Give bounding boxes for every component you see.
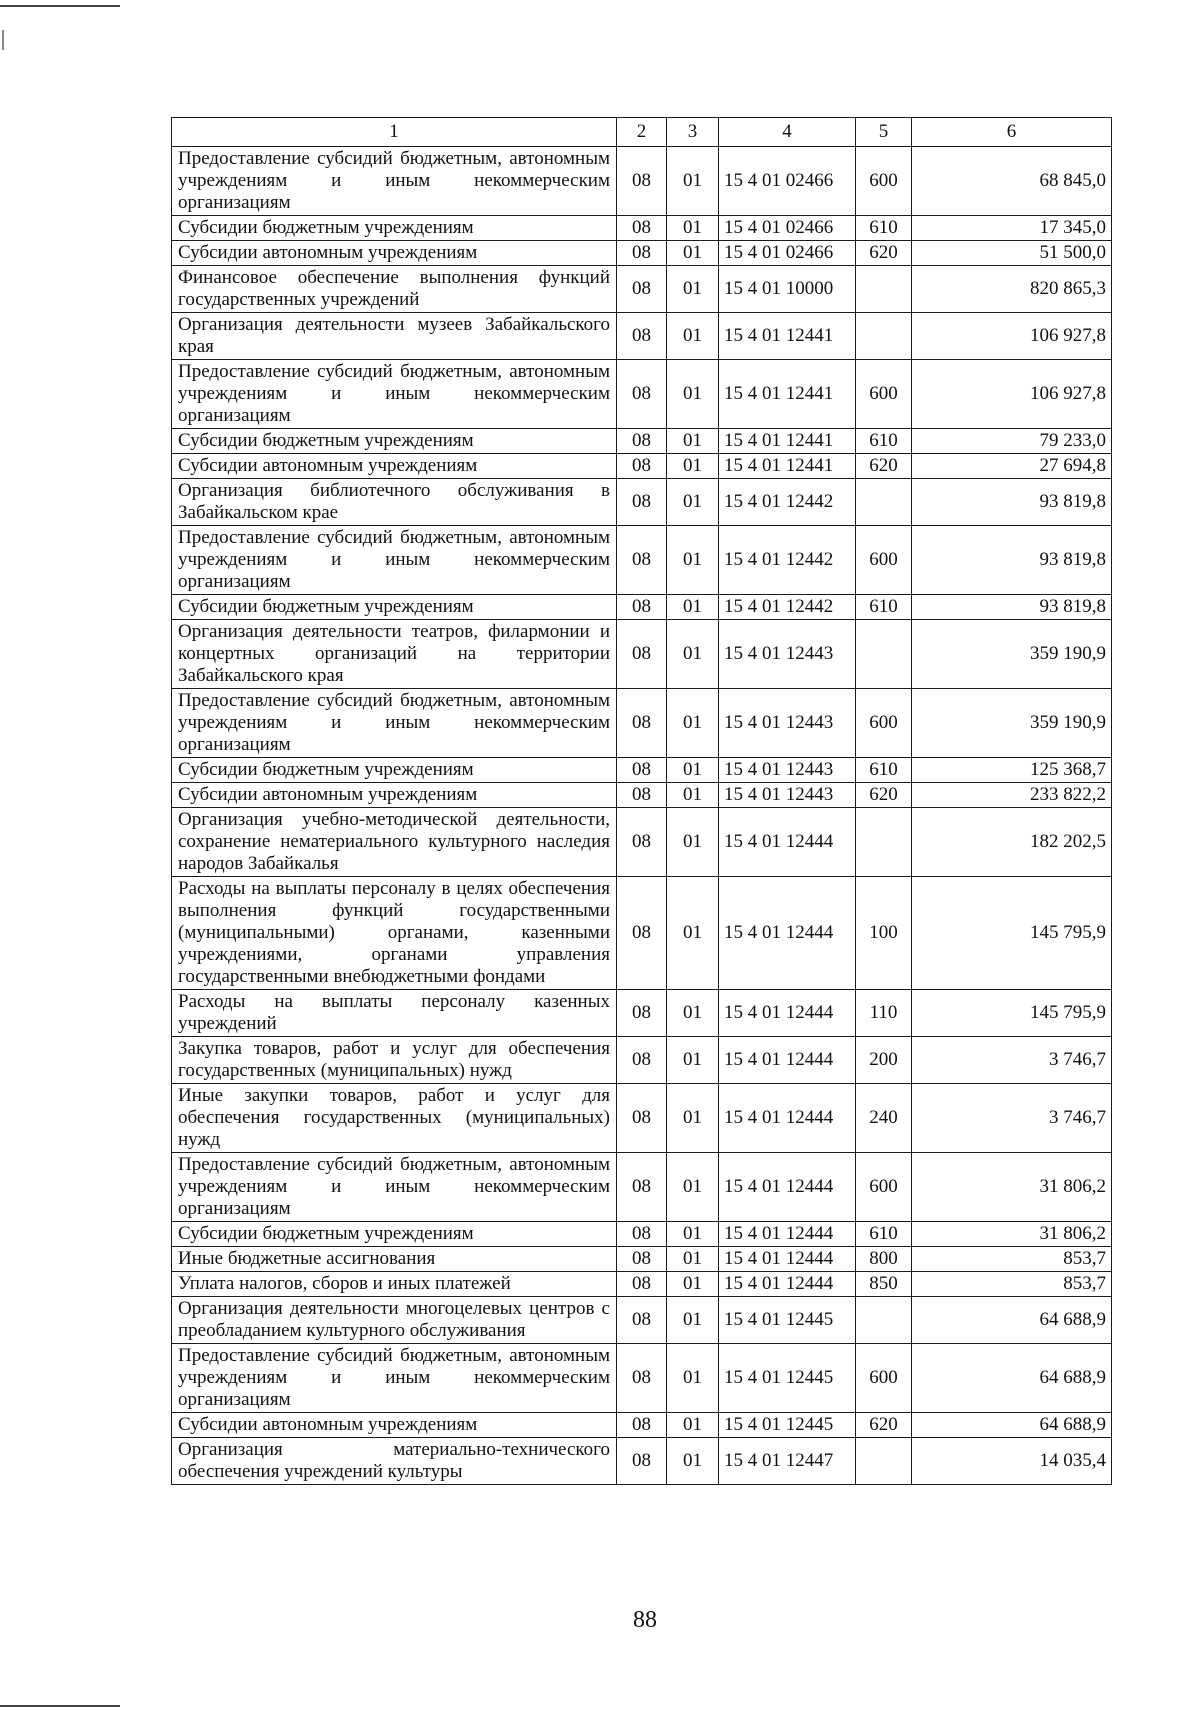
table-row	[172, 877, 1112, 990]
expense-name-cell: Субсидии бюджетным учреждениям	[172, 1222, 617, 1247]
subsection-code-cell: 01	[667, 1247, 719, 1272]
target-article-cell: 15 4 01 12443	[719, 689, 856, 758]
target-article-cell: 15 4 01 12444	[719, 1222, 856, 1247]
expense-name-cell: Субсидии автономным учреждениям	[172, 783, 617, 808]
table-row	[172, 313, 1112, 360]
section-code-cell: 08	[617, 620, 667, 689]
expense-name-cell: Субсидии бюджетным учреждениям	[172, 429, 617, 454]
section-code-cell: 08	[617, 360, 667, 429]
expense-name-cell: Организация деятельности музеев Забайкальского края	[172, 313, 617, 360]
subsection-code-cell: 01	[667, 266, 719, 313]
column-header: 5	[856, 118, 912, 147]
table-row	[172, 429, 1112, 454]
expense-name-cell: Предоставление субсидий бюджетным, автономным учреждениям и иным некоммерческим организациям	[172, 147, 617, 216]
table-row	[172, 1272, 1112, 1297]
target-article-cell: 15 4 01 12443	[719, 620, 856, 689]
target-article-cell: 15 4 01 12444	[719, 1153, 856, 1222]
subsection-code-cell: 01	[667, 479, 719, 526]
expense-name-cell: Субсидии бюджетным учреждениям	[172, 758, 617, 783]
table-body	[172, 147, 1112, 1485]
subsection-code-cell: 01	[667, 429, 719, 454]
subsection-code-cell: 01	[667, 1037, 719, 1084]
table-row	[172, 808, 1112, 877]
subsection-code-cell: 01	[667, 1297, 719, 1344]
subsection-code-cell: 01	[667, 758, 719, 783]
section-code-cell: 08	[617, 783, 667, 808]
amount-cell: 68 845,0	[912, 147, 1112, 216]
expense-type-cell: 600	[856, 147, 912, 216]
amount-cell: 93 819,8	[912, 479, 1112, 526]
expense-name-cell: Субсидии автономным учреждениям	[172, 454, 617, 479]
target-article-cell: 15 4 01 12443	[719, 783, 856, 808]
target-article-cell: 15 4 01 12444	[719, 1247, 856, 1272]
budget-allocation-table	[171, 117, 1112, 1485]
target-article-cell: 15 4 01 12447	[719, 1438, 856, 1485]
target-article-cell: 15 4 01 12444	[719, 1272, 856, 1297]
expense-type-cell: 100	[856, 877, 912, 990]
target-article-cell: 15 4 01 12444	[719, 1037, 856, 1084]
section-code-cell: 08	[617, 147, 667, 216]
subsection-code-cell: 01	[667, 595, 719, 620]
expense-type-cell: 600	[856, 689, 912, 758]
expense-type-cell	[856, 620, 912, 689]
section-code-cell: 08	[617, 1222, 667, 1247]
section-code-cell: 08	[617, 1084, 667, 1153]
table-row	[172, 1413, 1112, 1438]
subsection-code-cell: 01	[667, 990, 719, 1037]
section-code-cell: 08	[617, 216, 667, 241]
scan-edge-line	[0, 1705, 120, 1707]
target-article-cell: 15 4 01 12445	[719, 1344, 856, 1413]
scan-edge-line	[0, 5, 120, 7]
target-article-cell: 15 4 01 12441	[719, 313, 856, 360]
table-row	[172, 266, 1112, 313]
section-code-cell: 08	[617, 241, 667, 266]
subsection-code-cell: 01	[667, 241, 719, 266]
expense-name-cell: Уплата налогов, сборов и иных платежей	[172, 1272, 617, 1297]
amount-cell: 853,7	[912, 1247, 1112, 1272]
subsection-code-cell: 01	[667, 454, 719, 479]
target-article-cell: 15 4 01 12441	[719, 429, 856, 454]
table-row	[172, 216, 1112, 241]
table-row	[172, 990, 1112, 1037]
section-code-cell: 08	[617, 689, 667, 758]
table-header-row	[172, 118, 1112, 147]
subsection-code-cell: 01	[667, 1344, 719, 1413]
expense-name-cell: Иные закупки товаров, работ и услуг для обеспечения государственных (муниципальных) нужд	[172, 1084, 617, 1153]
target-article-cell: 15 4 01 12445	[719, 1297, 856, 1344]
expense-name-cell: Предоставление субсидий бюджетным, автономным учреждениям и иным некоммерческим организациям	[172, 526, 617, 595]
expense-type-cell: 600	[856, 526, 912, 595]
section-code-cell: 08	[617, 808, 667, 877]
amount-cell: 27 694,8	[912, 454, 1112, 479]
section-code-cell: 08	[617, 313, 667, 360]
table-row	[172, 360, 1112, 429]
expense-type-cell: 620	[856, 783, 912, 808]
table-row	[172, 783, 1112, 808]
section-code-cell: 08	[617, 454, 667, 479]
target-article-cell: 15 4 01 02466	[719, 241, 856, 266]
amount-cell: 106 927,8	[912, 360, 1112, 429]
table-row	[172, 1297, 1112, 1344]
expense-name-cell: Предоставление субсидий бюджетным, автономным учреждениям и иным некоммерческим организациям	[172, 360, 617, 429]
target-article-cell: 15 4 01 02466	[719, 216, 856, 241]
amount-cell: 64 688,9	[912, 1413, 1112, 1438]
section-code-cell: 08	[617, 877, 667, 990]
amount-cell: 233 822,2	[912, 783, 1112, 808]
target-article-cell: 15 4 01 12444	[719, 877, 856, 990]
subsection-code-cell: 01	[667, 147, 719, 216]
amount-cell: 182 202,5	[912, 808, 1112, 877]
amount-cell: 93 819,8	[912, 526, 1112, 595]
table-row	[172, 689, 1112, 758]
page-number: 88	[633, 1607, 657, 1633]
expense-type-cell	[856, 479, 912, 526]
column-header: 3	[667, 118, 719, 147]
table-row	[172, 147, 1112, 216]
amount-cell: 853,7	[912, 1272, 1112, 1297]
table-row	[172, 1438, 1112, 1485]
target-article-cell: 15 4 01 10000	[719, 266, 856, 313]
table-row	[172, 1344, 1112, 1413]
expense-type-cell: 610	[856, 429, 912, 454]
expense-type-cell: 110	[856, 990, 912, 1037]
section-code-cell: 08	[617, 526, 667, 595]
expense-name-cell: Организация материально-технического обеспечения учреждений культуры	[172, 1438, 617, 1485]
expense-name-cell: Предоставление субсидий бюджетным, автономным учреждениям и иным некоммерческим организациям	[172, 689, 617, 758]
expense-name-cell: Субсидии автономным учреждениям	[172, 241, 617, 266]
subsection-code-cell: 01	[667, 808, 719, 877]
expense-name-cell: Организация учебно-методической деятельности, сохранение нематериального культурного наследия народов Забайкалья	[172, 808, 617, 877]
table-row	[172, 1247, 1112, 1272]
section-code-cell: 08	[617, 1153, 667, 1222]
amount-cell: 64 688,9	[912, 1344, 1112, 1413]
subsection-code-cell: 01	[667, 620, 719, 689]
expense-name-cell: Расходы на выплаты персоналу казенных учреждений	[172, 990, 617, 1037]
expense-type-cell: 600	[856, 1153, 912, 1222]
expense-type-cell: 620	[856, 241, 912, 266]
table-row	[172, 1153, 1112, 1222]
expense-type-cell: 620	[856, 454, 912, 479]
target-article-cell: 15 4 01 12441	[719, 360, 856, 429]
subsection-code-cell: 01	[667, 313, 719, 360]
amount-cell: 93 819,8	[912, 595, 1112, 620]
section-code-cell: 08	[617, 479, 667, 526]
expense-type-cell: 610	[856, 216, 912, 241]
subsection-code-cell: 01	[667, 783, 719, 808]
section-code-cell: 08	[617, 429, 667, 454]
column-header: 1	[172, 118, 617, 147]
section-code-cell: 08	[617, 1413, 667, 1438]
expense-name-cell: Субсидии бюджетным учреждениям	[172, 595, 617, 620]
target-article-cell: 15 4 01 12441	[719, 454, 856, 479]
amount-cell: 51 500,0	[912, 241, 1112, 266]
section-code-cell: 08	[617, 990, 667, 1037]
amount-cell: 31 806,2	[912, 1153, 1112, 1222]
expense-type-cell: 240	[856, 1084, 912, 1153]
section-code-cell: 08	[617, 1344, 667, 1413]
table-row	[172, 620, 1112, 689]
target-article-cell: 15 4 01 02466	[719, 147, 856, 216]
subsection-code-cell: 01	[667, 1153, 719, 1222]
expense-type-cell	[856, 266, 912, 313]
table-row	[172, 454, 1112, 479]
expense-name-cell: Финансовое обеспечение выполнения функций государственных учреждений	[172, 266, 617, 313]
target-article-cell: 15 4 01 12442	[719, 526, 856, 595]
expense-type-cell: 610	[856, 1222, 912, 1247]
expense-name-cell: Предоставление субсидий бюджетным, автономным учреждениям и иным некоммерческим организациям	[172, 1344, 617, 1413]
amount-cell: 14 035,4	[912, 1438, 1112, 1485]
expense-name-cell: Организация деятельности многоцелевых центров с преобладанием культурного обслуживания	[172, 1297, 617, 1344]
section-code-cell: 08	[617, 1037, 667, 1084]
expense-name-cell: Организация библиотечного обслуживания в Забайкальском крае	[172, 479, 617, 526]
expense-type-cell: 850	[856, 1272, 912, 1297]
expense-type-cell	[856, 313, 912, 360]
table-row	[172, 1084, 1112, 1153]
amount-cell: 125 368,7	[912, 758, 1112, 783]
expense-name-cell: Расходы на выплаты персоналу в целях обеспечения выполнения функций государственными (муниципальными) органами, казенными учреждениями, органами управления государственными внебюджетными фондами	[172, 877, 617, 990]
column-header: 2	[617, 118, 667, 147]
subsection-code-cell: 01	[667, 360, 719, 429]
scan-edge-line	[2, 30, 4, 50]
expense-name-cell: Предоставление субсидий бюджетным, автономным учреждениям и иным некоммерческим организациям	[172, 1153, 617, 1222]
subsection-code-cell: 01	[667, 1438, 719, 1485]
expense-type-cell: 200	[856, 1037, 912, 1084]
amount-cell: 359 190,9	[912, 620, 1112, 689]
subsection-code-cell: 01	[667, 216, 719, 241]
expense-name-cell: Закупка товаров, работ и услуг для обеспечения государственных (муниципальных) нужд	[172, 1037, 617, 1084]
section-code-cell: 08	[617, 1297, 667, 1344]
amount-cell: 145 795,9	[912, 990, 1112, 1037]
expense-type-cell	[856, 1297, 912, 1344]
table-row	[172, 526, 1112, 595]
table-row	[172, 595, 1112, 620]
subsection-code-cell: 01	[667, 1222, 719, 1247]
expense-type-cell: 610	[856, 595, 912, 620]
subsection-code-cell: 01	[667, 1413, 719, 1438]
target-article-cell: 15 4 01 12444	[719, 1084, 856, 1153]
subsection-code-cell: 01	[667, 1084, 719, 1153]
amount-cell: 145 795,9	[912, 877, 1112, 990]
column-header: 4	[719, 118, 856, 147]
expense-type-cell: 800	[856, 1247, 912, 1272]
table-row	[172, 479, 1112, 526]
expense-type-cell	[856, 1438, 912, 1485]
amount-cell: 359 190,9	[912, 689, 1112, 758]
expense-name-cell: Организация деятельности театров, филармонии и концертных организаций на территории Забайкальского края	[172, 620, 617, 689]
expense-name-cell: Субсидии бюджетным учреждениям	[172, 216, 617, 241]
table-row	[172, 1222, 1112, 1247]
table-row	[172, 758, 1112, 783]
amount-cell: 3 746,7	[912, 1037, 1112, 1084]
amount-cell: 3 746,7	[912, 1084, 1112, 1153]
amount-cell: 17 345,0	[912, 216, 1112, 241]
expense-type-cell: 600	[856, 1344, 912, 1413]
subsection-code-cell: 01	[667, 526, 719, 595]
table-row	[172, 241, 1112, 266]
expense-type-cell: 620	[856, 1413, 912, 1438]
table-row	[172, 1037, 1112, 1084]
expense-type-cell	[856, 808, 912, 877]
section-code-cell: 08	[617, 758, 667, 783]
target-article-cell: 15 4 01 12444	[719, 990, 856, 1037]
section-code-cell: 08	[617, 266, 667, 313]
expense-type-cell: 600	[856, 360, 912, 429]
subsection-code-cell: 01	[667, 877, 719, 990]
target-article-cell: 15 4 01 12444	[719, 808, 856, 877]
amount-cell: 106 927,8	[912, 313, 1112, 360]
column-header: 6	[912, 118, 1112, 147]
expense-name-cell: Субсидии автономным учреждениям	[172, 1413, 617, 1438]
target-article-cell: 15 4 01 12443	[719, 758, 856, 783]
section-code-cell: 08	[617, 1272, 667, 1297]
expense-type-cell: 610	[856, 758, 912, 783]
subsection-code-cell: 01	[667, 689, 719, 758]
amount-cell: 79 233,0	[912, 429, 1112, 454]
target-article-cell: 15 4 01 12445	[719, 1413, 856, 1438]
expense-name-cell: Иные бюджетные ассигнования	[172, 1247, 617, 1272]
section-code-cell: 08	[617, 1438, 667, 1485]
target-article-cell: 15 4 01 12442	[719, 479, 856, 526]
target-article-cell: 15 4 01 12442	[719, 595, 856, 620]
subsection-code-cell: 01	[667, 1272, 719, 1297]
amount-cell: 31 806,2	[912, 1222, 1112, 1247]
section-code-cell: 08	[617, 1247, 667, 1272]
amount-cell: 64 688,9	[912, 1297, 1112, 1344]
amount-cell: 820 865,3	[912, 266, 1112, 313]
section-code-cell: 08	[617, 595, 667, 620]
